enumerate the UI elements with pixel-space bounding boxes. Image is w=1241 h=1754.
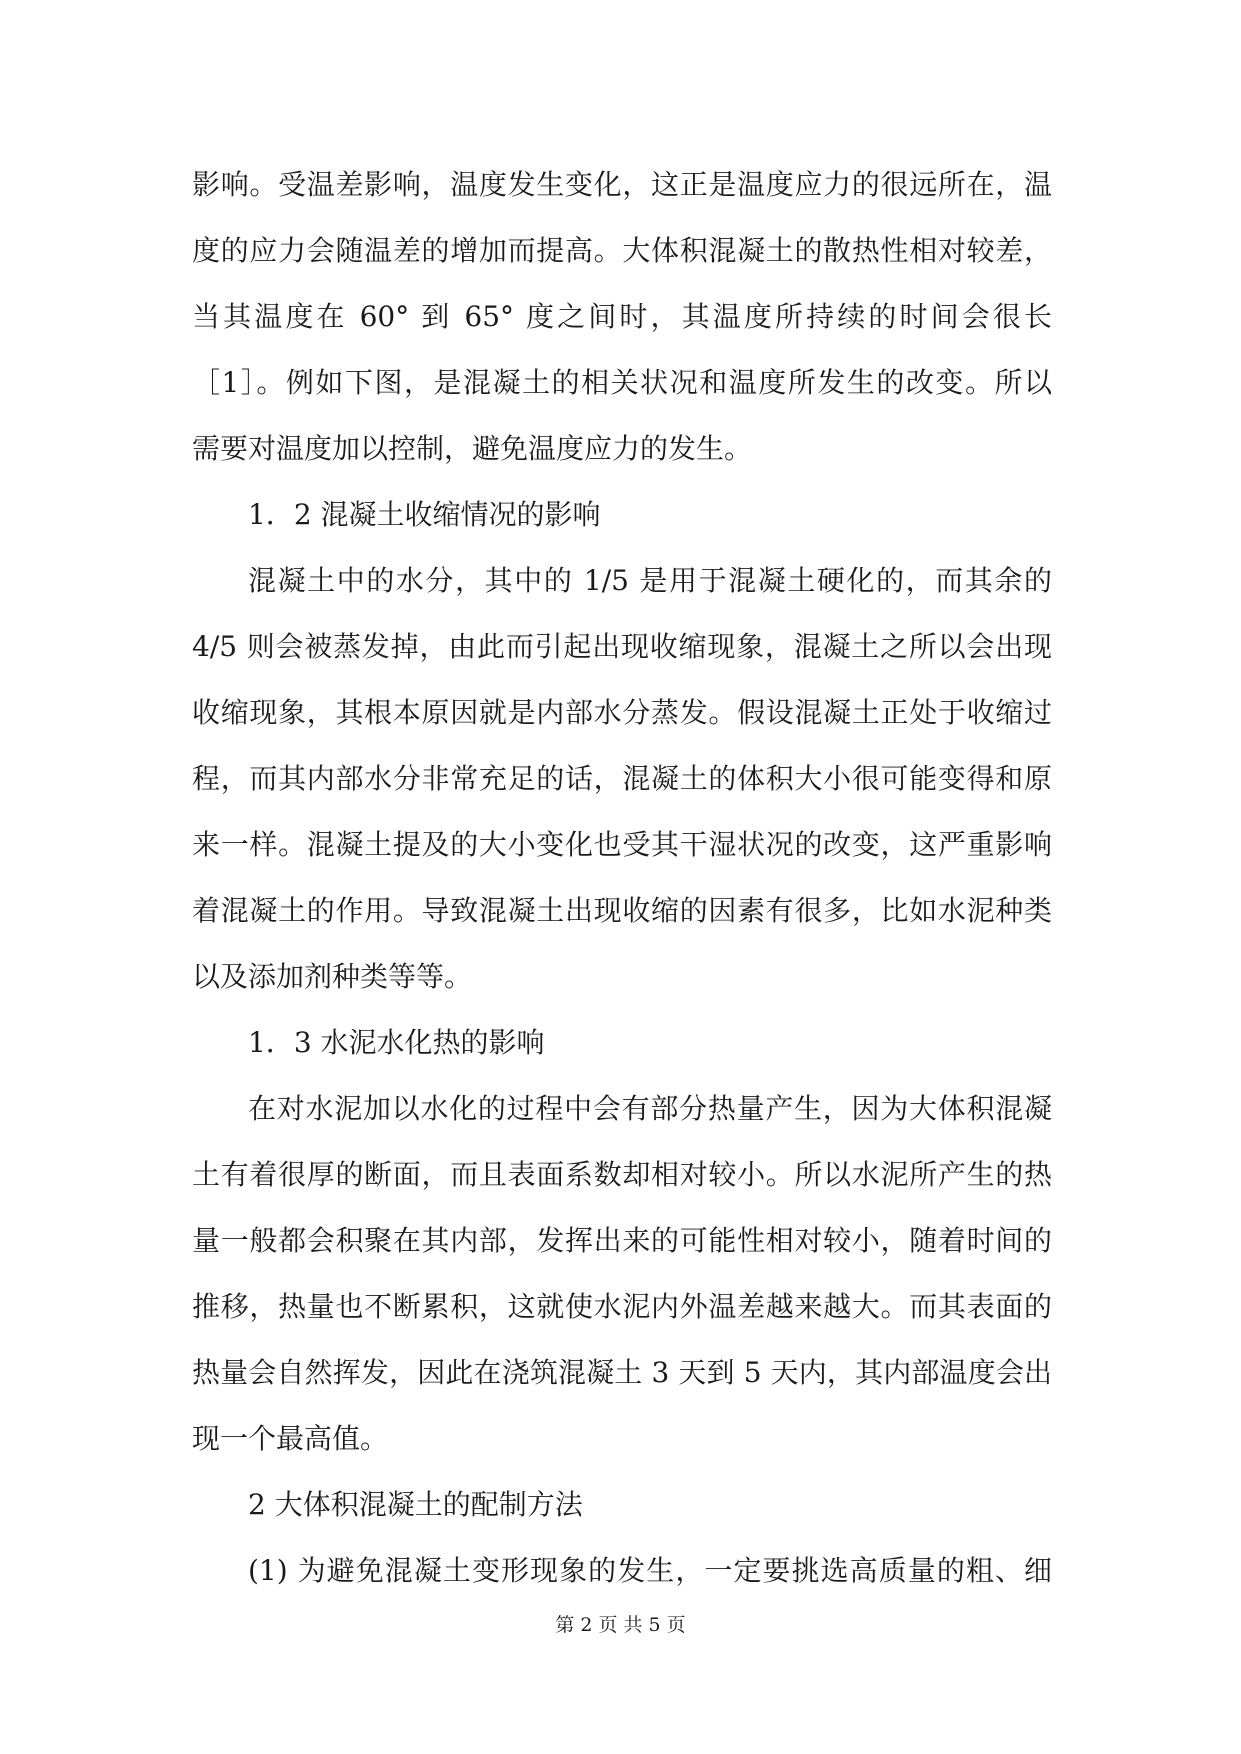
text-line: 量一般都会积聚在其内部，发挥出来的可能性相对较小，随着时间的 [192,1224,1052,1257]
text-line: 以及添加剂种类等等。 [192,960,473,993]
section-heading-1-3: 1．3 水泥水化热的影响 [248,1026,545,1059]
text-line: 推移，热量也不断累积，这就使水泥内外温差越来越大。而其表面的 [192,1290,1052,1323]
text-line: 程，而其内部水分非常充足的话，混凝土的体积大小很可能变得和原 [192,762,1052,795]
text-line: ［1］。例如下图，是混凝土的相关状况和温度所发生的改变。所以 [192,366,1052,399]
text-line: 混凝土中的水分，其中的 1/5 是用于混凝土硬化的，而其余的 [248,564,1052,597]
text-line: 度的应力会随温差的增加而提高。大体积混凝土的散热性相对较差， [192,234,1052,267]
paragraph [192,152,1052,482]
text-line: 热量会自然挥发，因此在浇筑混凝土 3 天到 5 天内，其内部温度会出 [192,1356,1052,1389]
text-line: 着混凝土的作用。导致混凝土出现收缩的因素有很多，比如水泥种类 [192,894,1052,927]
section-heading-1-2: 1．2 混凝土收缩情况的影响 [248,498,601,531]
text-line: 现一个最高值。 [192,1422,389,1455]
text-line: 需要对温度加以控制，避免温度应力的发生。 [192,432,753,465]
paragraph [192,1076,1052,1472]
text-line: 在对水泥加以水化的过程中会有部分热量产生，因为大体积混凝 [248,1092,1052,1125]
text-line: 土有着很厚的断面，而且表面系数却相对较小。所以水泥所产生的热 [192,1158,1052,1191]
text-line: 影响。受温差影响，温度发生变化，这正是温度应力的很远所在，温 [192,168,1052,201]
text-line: (1) 为避免混凝土变形现象的发生，一定要挑选高质量的粗、细 [248,1554,1052,1587]
section-heading-2: 2 大体积混凝土的配制方法 [248,1488,583,1521]
text-line: 当其温度在 60° 到 65° 度之间时，其温度所持续的时间会很长 [192,300,1052,333]
text-line: 4/5 则会被蒸发掉，由此而引起出现收缩现象，混凝土之所以会出现 [192,630,1052,663]
paragraph [192,548,1052,1010]
paragraph [192,1538,1052,1604]
page-content [192,152,1052,1604]
text-line: 来一样。混凝土提及的大小变化也受其干湿状况的改变，这严重影响 [192,828,1052,861]
page-footer: 第 2 页 共 5 页 [555,1614,686,1636]
text-line: 收缩现象，其根本原因就是内部水分蒸发。假设混凝土正处于收缩过 [192,696,1052,729]
